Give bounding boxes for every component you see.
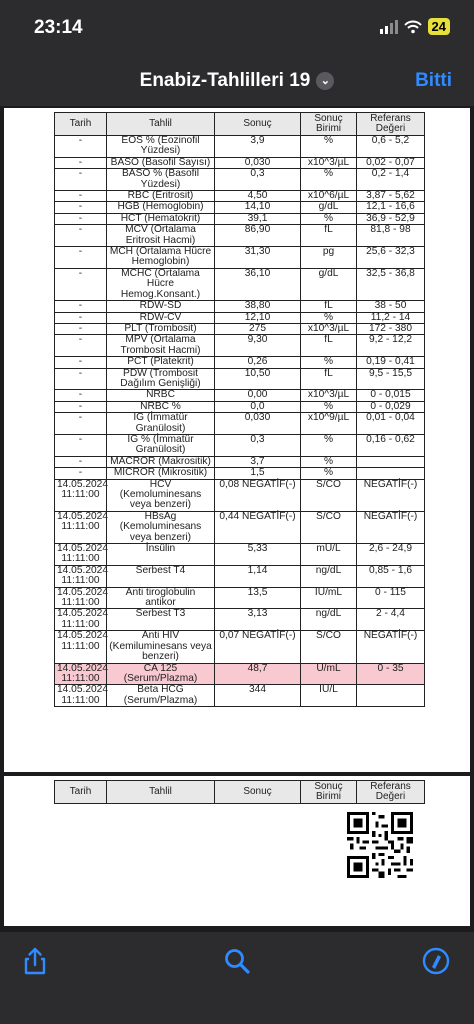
lab-results-table-page2	[54, 780, 425, 804]
cell-unit: %	[301, 136, 357, 158]
cell-test: BASO % (Basofil Yüzdesi)	[107, 169, 215, 191]
cell-date: -	[55, 157, 107, 168]
cell-test: MICROR (Mikrositik)	[107, 468, 215, 479]
cell-reference: 0 - 0,015	[357, 390, 425, 401]
cell-test: Serbest T4	[107, 565, 215, 587]
header-test: Tahlil	[107, 113, 215, 136]
cell-date: -	[55, 468, 107, 479]
table-row	[55, 434, 425, 456]
cell-unit: fL	[301, 301, 357, 312]
cell-unit: g/dL	[301, 268, 357, 300]
cell-test: RBC (Eritrosit)	[107, 191, 215, 202]
cell-test: MCHC (Ortalama Hücre Hemog.Konsant.)	[107, 268, 215, 300]
cell-reference: 38 - 50	[357, 301, 425, 312]
cell-reference: 3,87 - 5,62	[357, 191, 425, 202]
table-row	[55, 587, 425, 609]
bottom-toolbar	[0, 932, 474, 1024]
search-icon[interactable]	[222, 946, 252, 976]
cell-date: 14.05.2024 11:11:00	[55, 544, 107, 566]
cell-unit: x10^3/µL	[301, 323, 357, 334]
cell-reference: 0,02 - 0,07	[357, 157, 425, 168]
header-unit: Sonuç Birimi	[301, 781, 357, 804]
cell-result: 31,30	[215, 247, 301, 269]
clock: 23:14	[34, 17, 83, 38]
cell-unit: ng/dL	[301, 565, 357, 587]
cell-result: 0,030	[215, 413, 301, 435]
cell-test: PDW (Trombosit Dağılım Genişliği)	[107, 368, 215, 390]
cell-unit: %	[301, 213, 357, 224]
header-date: Tarih	[55, 113, 107, 136]
cell-reference: NEGATİF(-)	[357, 631, 425, 663]
cell-unit: S/CO	[301, 511, 357, 543]
cell-reference	[357, 468, 425, 479]
share-icon[interactable]	[20, 946, 50, 976]
cell-date: 14.05.2024 11:11:00	[55, 511, 107, 543]
cell-date: 14.05.2024 11:11:00	[55, 631, 107, 663]
cell-result: 275	[215, 323, 301, 334]
cell-unit: IU/mL	[301, 587, 357, 609]
cell-result: 39,1	[215, 213, 301, 224]
cell-unit: %	[301, 312, 357, 323]
cell-unit: pg	[301, 247, 357, 269]
table-row	[55, 323, 425, 334]
cellular-signal-icon	[380, 20, 398, 34]
cell-reference: 0,2 - 1,4	[357, 169, 425, 191]
cell-result: 4,50	[215, 191, 301, 202]
cell-date: -	[55, 225, 107, 247]
cell-result: 344	[215, 685, 301, 707]
cell-unit: x10^3/µL	[301, 390, 357, 401]
qr-code-icon	[347, 812, 413, 878]
cell-reference: 0,16 - 0,62	[357, 434, 425, 456]
table-row	[55, 479, 425, 511]
header-reference: Referans Değeri	[357, 113, 425, 136]
cell-unit: IU/L	[301, 685, 357, 707]
table-row	[55, 136, 425, 158]
header-reference: Referans Değeri	[357, 781, 425, 804]
chevron-down-icon[interactable]: ⌄	[316, 72, 334, 90]
cell-test: EOS % (Eozinofil Yüzdesi)	[107, 136, 215, 158]
cell-result: 10,50	[215, 368, 301, 390]
cell-date: -	[55, 434, 107, 456]
cell-result: 0,08 NEGATİF(-)	[215, 479, 301, 511]
cell-unit: %	[301, 456, 357, 467]
cell-unit: %	[301, 434, 357, 456]
cell-reference: 81,8 - 98	[357, 225, 425, 247]
cell-date: -	[55, 169, 107, 191]
cell-test: MACROR (Makrositik)	[107, 456, 215, 467]
cell-test: IG % (İmmatür Granülosit)	[107, 434, 215, 456]
table-row	[55, 609, 425, 631]
cell-reference: 2,6 - 24,9	[357, 544, 425, 566]
table-row	[55, 468, 425, 479]
cell-test: NRBC	[107, 390, 215, 401]
cell-date: 14.05.2024 11:11:00	[55, 685, 107, 707]
cell-date: -	[55, 136, 107, 158]
cell-date: -	[55, 335, 107, 357]
cell-date: -	[55, 202, 107, 213]
table-row	[55, 456, 425, 467]
cell-unit: %	[301, 401, 357, 412]
document-page-1[interactable]	[4, 108, 470, 772]
cell-test: PLT (Trombosit)	[107, 323, 215, 334]
cell-reference: 0 - 115	[357, 587, 425, 609]
cell-reference	[357, 685, 425, 707]
cell-unit: ng/dL	[301, 609, 357, 631]
table-header-row	[55, 781, 425, 804]
cell-date: 14.05.2024 11:11:00	[55, 565, 107, 587]
cell-test: Beta HCG (Serum/Plazma)	[107, 685, 215, 707]
table-row	[55, 247, 425, 269]
table-header-row	[55, 113, 425, 136]
cell-test: MPV (Ortalama Trombosit Hacmi)	[107, 335, 215, 357]
cell-date: -	[55, 401, 107, 412]
cell-unit: %	[301, 468, 357, 479]
cell-date: -	[55, 312, 107, 323]
cell-result: 0,44 NEGATİF(-)	[215, 511, 301, 543]
table-row	[55, 511, 425, 543]
table-row	[55, 202, 425, 213]
table-row	[55, 401, 425, 412]
lab-results-table	[54, 112, 425, 707]
cell-reference: 0,01 - 0,04	[357, 413, 425, 435]
cell-result: 0,00	[215, 390, 301, 401]
cell-reference: NEGATİF(-)	[357, 479, 425, 511]
cell-unit: S/CO	[301, 479, 357, 511]
cell-result: 48,7	[215, 663, 301, 685]
cell-unit: fL	[301, 225, 357, 247]
cell-reference: 0,19 - 0,41	[357, 357, 425, 368]
table-row	[55, 312, 425, 323]
cell-reference: 0 - 0,029	[357, 401, 425, 412]
cell-reference: 0 - 35	[357, 663, 425, 685]
cell-reference: 0,6 - 5,2	[357, 136, 425, 158]
cell-reference: NEGATİF(-)	[357, 511, 425, 543]
cell-date: -	[55, 247, 107, 269]
cell-result: 3,9	[215, 136, 301, 158]
cell-unit: mU/L	[301, 544, 357, 566]
cell-unit: x10^6/µL	[301, 191, 357, 202]
document-page-2[interactable]	[4, 776, 470, 926]
cell-result: 9,30	[215, 335, 301, 357]
battery-icon: 24	[428, 18, 450, 35]
cell-result: 36,10	[215, 268, 301, 300]
cell-result: 12,10	[215, 312, 301, 323]
table-row	[55, 544, 425, 566]
cell-test: NRBC %	[107, 401, 215, 412]
cell-result: 14,10	[215, 202, 301, 213]
markup-icon[interactable]	[421, 946, 451, 976]
cell-unit: S/CO	[301, 631, 357, 663]
wifi-icon	[404, 20, 422, 34]
document-title[interactable]	[0, 70, 474, 92]
cell-result: 0,3	[215, 169, 301, 191]
cell-unit: U/mL	[301, 663, 357, 685]
table-row	[55, 268, 425, 300]
nav-bar	[0, 54, 474, 106]
done-button[interactable]: Bitti	[415, 70, 452, 91]
cell-test: Anti HIV (Kemiluminesans veya benzeri)	[107, 631, 215, 663]
table-row	[55, 663, 425, 685]
header-result: Sonuç	[215, 781, 301, 804]
cell-result: 1,14	[215, 565, 301, 587]
cell-date: -	[55, 213, 107, 224]
cell-result: 0,07 NEGATİF(-)	[215, 631, 301, 663]
cell-reference: 25,6 - 32,3	[357, 247, 425, 269]
table-row	[55, 565, 425, 587]
table-row	[55, 213, 425, 224]
cell-result: 5,33	[215, 544, 301, 566]
cell-result: 1,5	[215, 468, 301, 479]
cell-test: HCV (Kemoluminesans veya benzeri)	[107, 479, 215, 511]
cell-result: 0,26	[215, 357, 301, 368]
table-row	[55, 390, 425, 401]
header-date: Tarih	[55, 781, 107, 804]
table-row	[55, 191, 425, 202]
cell-test: IG (İmmatür Granülosit)	[107, 413, 215, 435]
cell-unit: fL	[301, 368, 357, 390]
cell-test: BASO (Basofil Sayısı)	[107, 157, 215, 168]
cell-date: -	[55, 368, 107, 390]
table-row	[55, 631, 425, 663]
cell-date: -	[55, 323, 107, 334]
cell-reference	[357, 456, 425, 467]
header-result: Sonuç	[215, 113, 301, 136]
cell-date: 14.05.2024 11:11:00	[55, 609, 107, 631]
cell-result: 3,7	[215, 456, 301, 467]
cell-result: 0,0	[215, 401, 301, 412]
cell-reference: 9,5 - 15,5	[357, 368, 425, 390]
header-test: Tahlil	[107, 781, 215, 804]
header-unit: Sonuç Birimi	[301, 113, 357, 136]
cell-result: 3,13	[215, 609, 301, 631]
cell-test: HCT (Hematokrit)	[107, 213, 215, 224]
table-row	[55, 225, 425, 247]
cell-date: -	[55, 390, 107, 401]
cell-unit: x10^9/µL	[301, 413, 357, 435]
table-row	[55, 685, 425, 707]
cell-unit: x10^3/µL	[301, 157, 357, 168]
cell-test: RDW-CV	[107, 312, 215, 323]
cell-test: İnsülin	[107, 544, 215, 566]
table-row	[55, 335, 425, 357]
cell-test: PCT (Platekrit)	[107, 357, 215, 368]
cell-reference: 2 - 4,4	[357, 609, 425, 631]
table-row	[55, 157, 425, 168]
cell-test: CA 125 (Serum/Plazma)	[107, 663, 215, 685]
status-bar	[0, 0, 474, 54]
document-title-label: Enabiz-Tahlilleri 19	[139, 70, 311, 91]
cell-test: Serbest T3	[107, 609, 215, 631]
cell-unit: %	[301, 169, 357, 191]
cell-test: Anti tiroglobulin antikor	[107, 587, 215, 609]
cell-date: -	[55, 357, 107, 368]
table-row	[55, 301, 425, 312]
status-icons	[380, 18, 450, 35]
cell-result: 13,5	[215, 587, 301, 609]
cell-result: 0,030	[215, 157, 301, 168]
cell-date: -	[55, 301, 107, 312]
cell-reference: 11,2 - 14	[357, 312, 425, 323]
cell-test: HGB (Hemoglobin)	[107, 202, 215, 213]
cell-test: MCH (Ortalama Hücre Hemoglobin)	[107, 247, 215, 269]
cell-date: -	[55, 191, 107, 202]
cell-date: -	[55, 456, 107, 467]
cell-reference: 36,9 - 52,9	[357, 213, 425, 224]
cell-date: 14.05.2024 11:11:00	[55, 479, 107, 511]
cell-date: 14.05.2024 11:11:00	[55, 663, 107, 685]
cell-unit: %	[301, 357, 357, 368]
table-row	[55, 357, 425, 368]
cell-reference: 9,2 - 12,2	[357, 335, 425, 357]
cell-reference: 172 - 380	[357, 323, 425, 334]
cell-reference: 32,5 - 36,8	[357, 268, 425, 300]
table-row	[55, 169, 425, 191]
cell-test: RDW-SD	[107, 301, 215, 312]
cell-result: 38,80	[215, 301, 301, 312]
table-row	[55, 413, 425, 435]
cell-test: MCV (Ortalama Eritrosit Hacmi)	[107, 225, 215, 247]
cell-result: 0,3	[215, 434, 301, 456]
cell-unit: g/dL	[301, 202, 357, 213]
cell-result: 86,90	[215, 225, 301, 247]
cell-date: -	[55, 268, 107, 300]
cell-reference: 0,85 - 1,6	[357, 565, 425, 587]
cell-date: -	[55, 413, 107, 435]
cell-date: 14.05.2024 11:11:00	[55, 587, 107, 609]
cell-reference: 12,1 - 16,6	[357, 202, 425, 213]
cell-unit: fL	[301, 335, 357, 357]
table-row	[55, 368, 425, 390]
cell-test: HBsAg (Kemoluminesans veya benzeri)	[107, 511, 215, 543]
